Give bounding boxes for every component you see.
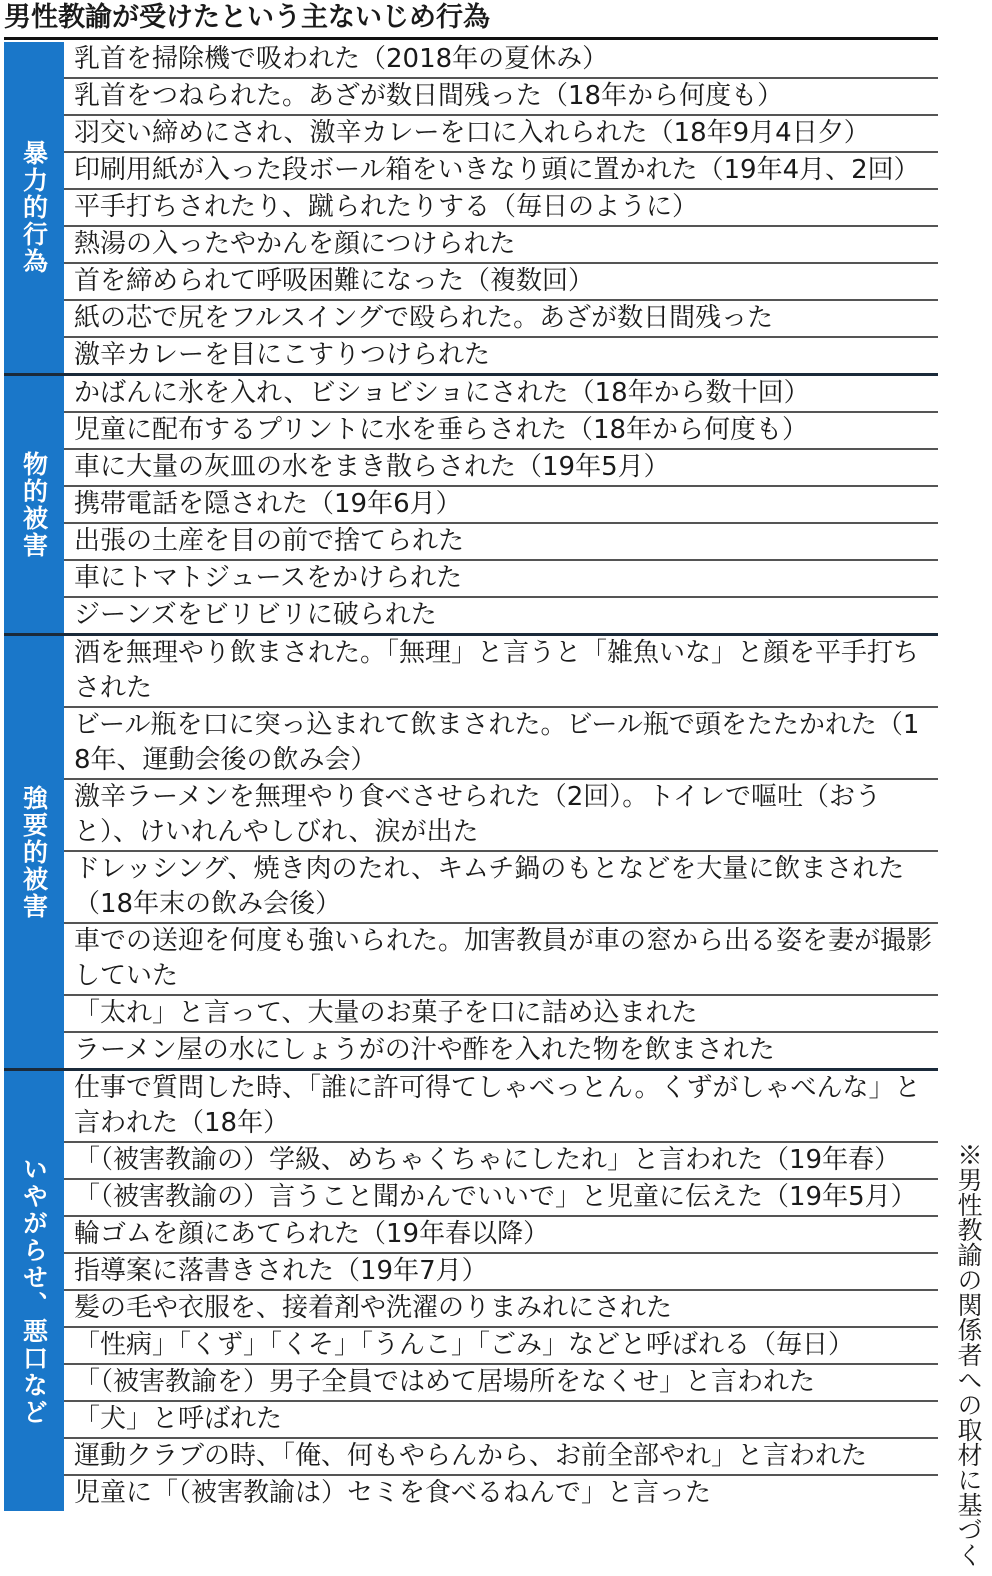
list-item: 激辛カレーを目にこすりつけられた [74, 340, 491, 370]
list-item: 羽交い締めにされ、激辛カレーを口に入れられた（18年9月4日夕） [64, 116, 938, 153]
title-rule [4, 37, 938, 40]
list-item: 仕事で質問した時、「誰に許可得てしゃべっとん。くずがしゃべんな」と言われた（18年） [64, 1071, 938, 1143]
list-item: かばんに氷を入れ、ビショビショにされた（18年から数十回） [64, 376, 938, 413]
list-item: 児童に「（被害教諭は）セミを食べるねんで」と言った [74, 1478, 712, 1508]
item-list [64, 376, 938, 633]
list-item: 輪ゴムを顔にあてられた（19年春以降） [64, 1217, 938, 1254]
list-item: 「犬」と呼ばれた [64, 1402, 938, 1439]
list-item: 指導案に落書きされた（19年7月） [64, 1254, 938, 1291]
group-harassment [4, 1071, 938, 1511]
item-list [64, 1071, 938, 1511]
list-item: 「（被害教諭を）男子全員ではめて居場所をなくせ」と言われた [64, 1365, 938, 1402]
list-item: ビール瓶を口に突っ込まれて飲まされた。ビール瓶で頭をたたかれた（18年、運動会後の飲み会） [64, 708, 938, 780]
category-label: 強要的被害 [19, 784, 49, 920]
category-label: いやがらせ、悪口など [19, 1156, 49, 1426]
list-item: 「性病」「くず」「くそ」「うんこ」「ごみ」などと呼ばれる（毎日） [64, 1328, 938, 1365]
list-item: 車に大量の灰皿の水をまき散らされた（19年5月） [64, 450, 938, 487]
list-item: 車での送迎を何度も強いられた。加害教員が車の窓から出る姿を妻が撮影していた [64, 924, 938, 996]
group-violence [4, 42, 938, 376]
category-cell [4, 1071, 64, 1511]
category-label: 物的被害 [19, 450, 49, 559]
list-item: 「太れ」と言って、大量のお菓子を口に詰め込まれた [64, 996, 938, 1033]
list-item: 児童に配布するプリントに水を垂らされた（18年から何度も） [64, 413, 938, 450]
list-item: 酒を無理やり飲まされた。「無理」と言うと「雑魚いな」と顔を平手打ちされた [64, 636, 938, 708]
list-item: 激辛ラーメンを無理やり食べさせられた（2回）。トイレで嘔吐（おうと）、けいれんやしびれ、涙が出た [64, 780, 938, 852]
list-item: 「（被害教諭の）学級、めちゃくちゃにしたれ」と言われた（19年春） [64, 1143, 938, 1180]
category-cell [4, 42, 64, 373]
list-item: 平手打ちされたり、蹴られたりする（毎日のように） [64, 190, 938, 227]
page-title: 男性教諭が受けたという主ないじめ行為 [4, 2, 490, 33]
list-item: 乳首をつねられた。あざが数日間残った（18年から何度も） [64, 79, 938, 116]
list-item: 車にトマトジュースをかけられた [64, 561, 938, 598]
item-list [64, 42, 938, 373]
list-item: 紙の芯で尻をフルスイングで殴られた。あざが数日間残った [64, 301, 938, 338]
list-item: ジーンズをビリビリに破られた [74, 600, 437, 630]
category-cell [4, 636, 64, 1068]
list-item: ラーメン屋の水にしょうがの汁や酢を入れた物を飲まされた [74, 1035, 775, 1065]
list-item: ドレッシング、焼き肉のたれ、キムチ鍋のもとなどを大量に飲まされた（18年末の飲み会後） [64, 852, 938, 924]
source-note: ※男性教諭の関係者への取材に基づく [954, 1142, 983, 1567]
list-item: 携帯電話を隠された（19年6月） [64, 487, 938, 524]
group-coercion [4, 636, 938, 1071]
list-item: 熱湯の入ったやかんを顔につけられた [64, 227, 938, 264]
category-label: 暴力的行為 [19, 140, 49, 275]
list-item: 髪の毛や衣服を、接着剤や洗濯のりまみれにされた [64, 1291, 938, 1328]
list-item: 乳首を掃除機で吸われた（2018年の夏休み） [64, 42, 938, 79]
list-item: 運動クラブの時、「俺、何もやらんから、お前全部やれ」と言われた [64, 1439, 938, 1476]
category-cell [4, 376, 64, 633]
group-property-damage [4, 376, 938, 636]
incident-table [4, 42, 938, 1511]
item-list [64, 636, 938, 1068]
list-item: 「（被害教諭の）言うこと聞かんでいいで」と児童に伝えた（19年5月） [64, 1180, 938, 1217]
list-item: 出張の土産を目の前で捨てられた [64, 524, 938, 561]
list-item: 印刷用紙が入った段ボール箱をいきなり頭に置かれた（19年4月、2回） [64, 153, 938, 190]
list-item: 首を締められて呼吸困難になった（複数回） [64, 264, 938, 301]
